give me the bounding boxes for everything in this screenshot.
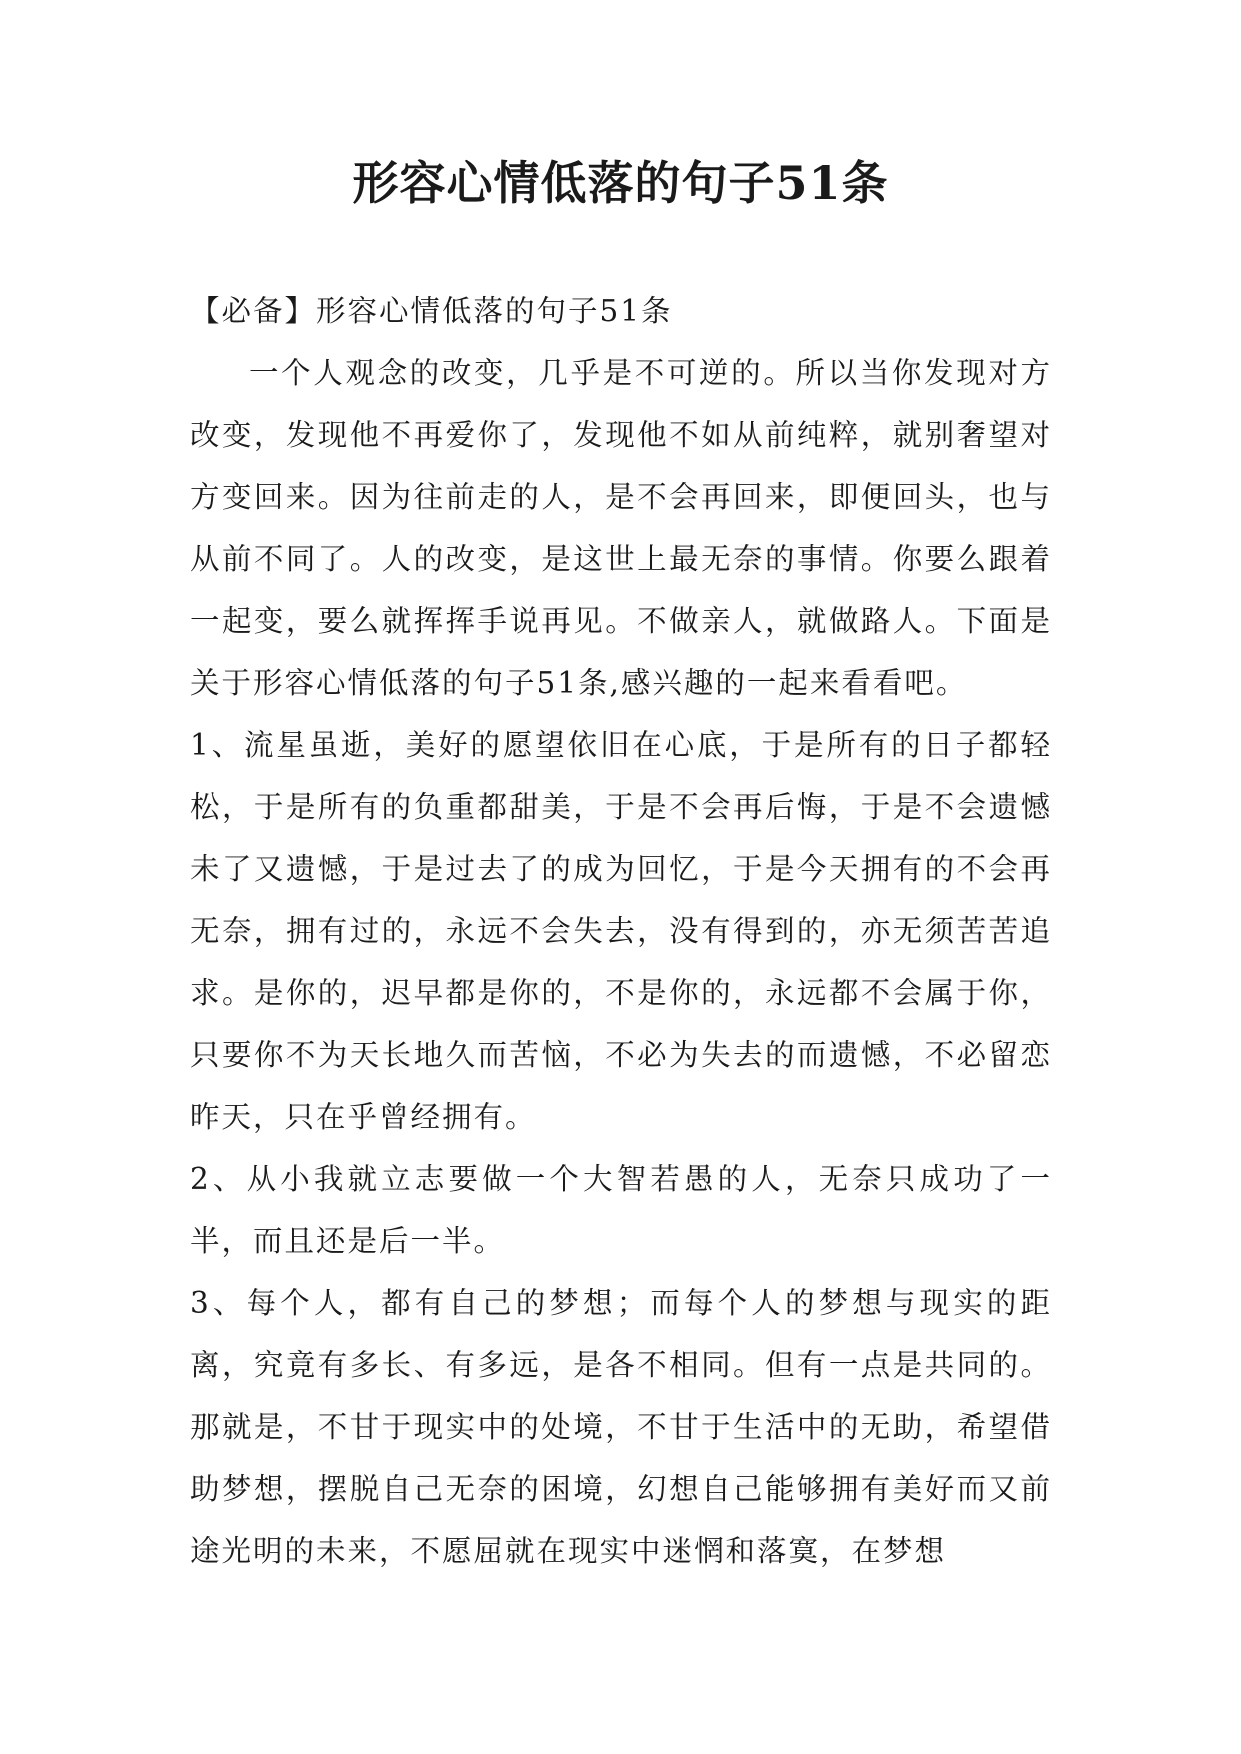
document-body <box>190 280 1052 1582</box>
list-item: 3、每个人，都有自己的梦想；而每个人的梦想与现实的距离，究竟有多长、有多远，是各不相同。但有一点是共同的。那就是，不甘于现实中的处境，不甘于生活中的无助，希望借助梦想，摆脱自己无奈的困境，幻想自己能够拥有美好而又前途光明的未来，不愿屈就在现实中迷惘和落寞，在梦想 <box>190 1286 1052 1568</box>
document-title: 形容心情低落的句子51条 <box>352 156 889 210</box>
intro-paragraph: 一个人观念的改变，几乎是不可逆的。所以当你发现对方改变，发现他不再爱你了，发现他不如从前纯粹，就别奢望对方变回来。因为往前走的人，是不会再回来，即便回头，也与从前不同了。人的改变，是这世上最无奈的事情。你要么跟着一起变，要么就挥挥手说再见。不做亲人，就做路人。下面是关于形容心情低落的句子51条,感兴趣的一起来看看吧。 <box>190 356 1052 700</box>
list-item: 1、流星虽逝，美好的愿望依旧在心底，于是所有的日子都轻松，于是所有的负重都甜美，于是不会再后悔，于是不会遗憾未了又遗憾，于是过去了的成为回忆，于是今天拥有的不会再无奈，拥有过的，永远不会失去，没有得到的，亦无须苦苦追求。是你的，迟早都是你的，不是你的，永远都不会属于你，只要你不为天长地久而苦恼，不必为失去的而遗憾，不必留恋昨天，只在乎曾经拥有。 <box>190 728 1052 1134</box>
document-subtitle: 【必备】形容心情低落的句子51条 <box>190 294 673 328</box>
list-item: 2、从小我就立志要做一个大智若愚的人，无奈只成功了一半，而且还是后一半。 <box>190 1162 1052 1258</box>
